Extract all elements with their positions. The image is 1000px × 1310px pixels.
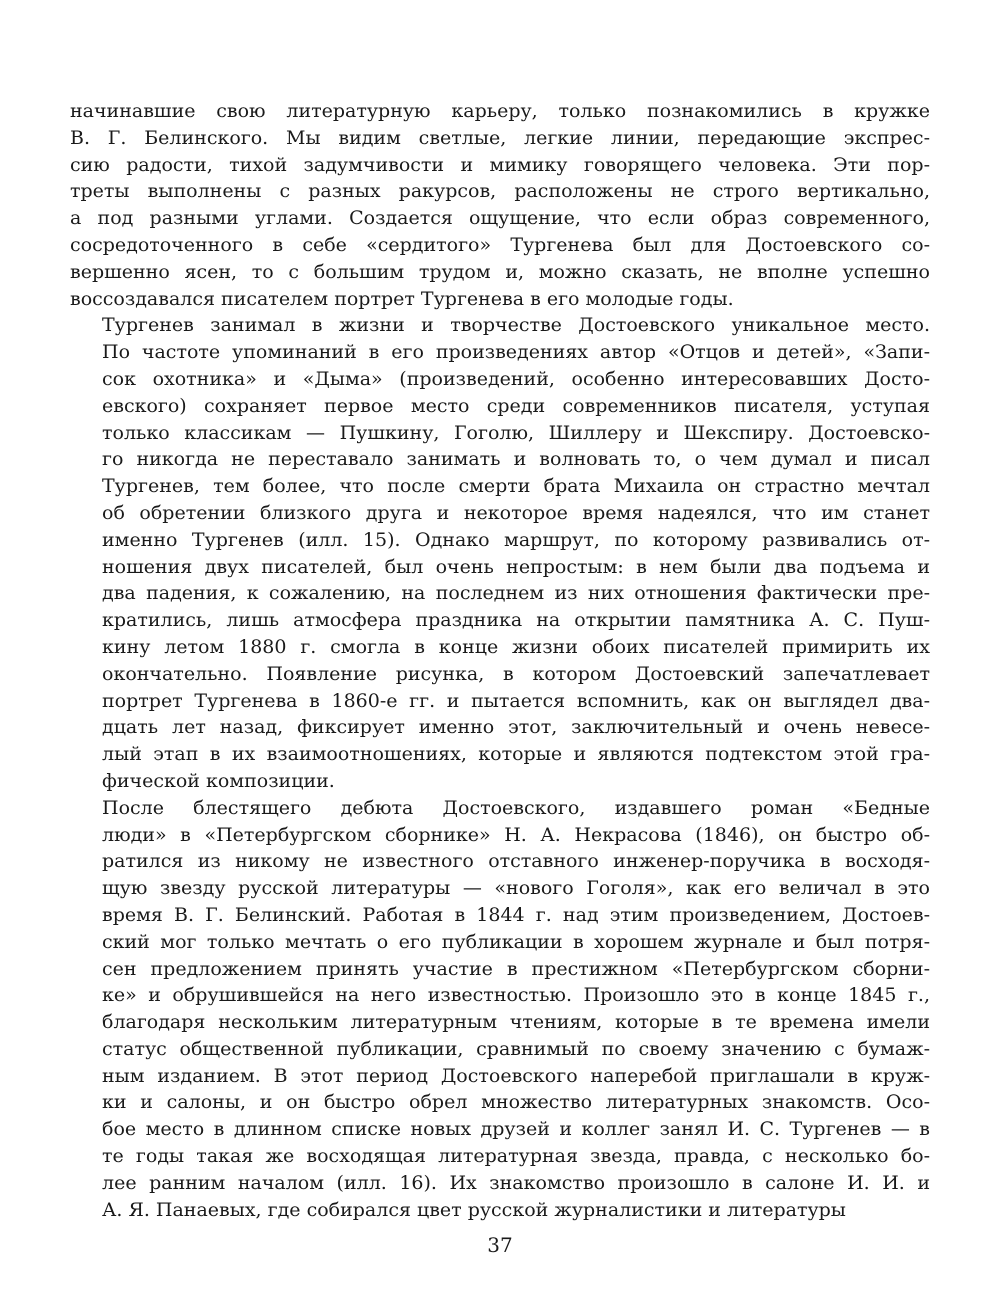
text-line: сок охотника» и «Дыма» (произведений, особенно интересовавших Досто-: [102, 367, 930, 390]
paragraph: [70, 98, 930, 312]
text-line: те годы такая же восходящая литературная звезда, правда, с несколько бо-: [102, 1145, 930, 1168]
text-line: окончательно. Появление рисунка, в котором Достоевский запечатлевает: [102, 662, 930, 685]
text-line: кину летом 1880 г. смогла в конце жизни обоих писателей примирить их: [102, 635, 930, 658]
text-line: ношения двух писателей, был очень непростым: в нем были два подъема и: [102, 555, 930, 578]
text-line: только классикам — Пушкину, Гоголю, Шиллеру и Шекспиру. Достоевско-: [102, 421, 930, 444]
text-line: После блестящего дебюта Достоевского, издавшего роман «Бедные: [102, 796, 930, 819]
text-line: ке» и обрушившейся на него известностью. Произошло это в конце 1845 г.,: [102, 984, 930, 1007]
text-line: вершенно ясен, то с большим трудом и, можно сказать, не вполне успешно: [70, 260, 930, 283]
text-line: Тургенев, тем более, что после смерти брата Михаила он страстно мечтал: [102, 475, 930, 498]
text-line: ский мог только мечтать о его публикации в хорошем журнале и был потря-: [102, 930, 930, 953]
text-line: В. Г. Белинского. Мы видим светлые, легкие линии, передающие экспрес-: [70, 126, 930, 149]
text-line: го никогда не переставало занимать и волновать то, о чем думал и писал: [102, 448, 930, 471]
text-line: щую звезду русской литературы — «нового Гоголя», как его величал в это: [102, 877, 930, 900]
text-line: По частоте упоминаний в его произведениях автор «Отцов и детей», «Запи-: [102, 341, 930, 364]
paragraph: [70, 795, 930, 1224]
text-line: лее ранним началом (илл. 16). Их знакомство произошло в салоне И. И. и: [102, 1171, 930, 1194]
text-line: фической композиции.: [102, 769, 335, 792]
text-line: треты выполнены с разных ракурсов, расположены не строго вертикально,: [70, 180, 930, 203]
text-line: воссоздавался писателем портрет Тургенева в его молодые годы.: [70, 287, 734, 310]
text-line: а под разными углами. Создается ощущение, что если образ современного,: [70, 207, 930, 230]
text-line: ным изданием. В этот период Достоевского наперебой приглашали в круж-: [102, 1064, 930, 1087]
text-line: сен предложением принять участие в престижном «Петербургском сборни-: [102, 957, 930, 980]
text-line: бое место в длинном списке новых друзей и коллег занял И. С. Тургенев — в: [102, 1118, 930, 1141]
text-line: евского) сохраняет первое место среди современников писателя, уступая: [102, 394, 930, 417]
text-line: начинавшие свою литературную карьеру, только познакомились в кружке: [70, 100, 930, 122]
text-line: время В. Г. Белинский. Работая в 1844 г. над этим произведением, Достоев-: [102, 903, 930, 926]
page-number: 37: [487, 1233, 513, 1257]
text-line: именно Тургенев (илл. 15). Однако маршрут, по которому развивались от-: [102, 528, 930, 551]
text-line: А. Я. Панаевых, где собирался цвет русской журналистики и литературы: [102, 1198, 846, 1221]
text-line: благодаря нескольким литературным чтениям, которые в те времена имели: [102, 1011, 930, 1034]
text-line: сосредоточенного в себе «сердитого» Тургенева был для Достоевского со-: [70, 233, 930, 256]
paragraph: [70, 312, 930, 794]
body-text: [70, 98, 930, 1223]
text-line: ки и салоны, и он быстро обрел множество литературных знакомств. Осо-: [102, 1091, 930, 1114]
text-line: об обретении близкого друга и некоторое время надеялся, что им станет: [102, 501, 930, 524]
text-line: лый этап в их взаимоотношениях, которые и являются подтекстом этой гра-: [102, 743, 930, 766]
text-line: сию радости, тихой задумчивости и мимику говорящего человека. Эти пор-: [70, 153, 930, 176]
text-line: люди» в «Петербургском сборнике» Н. А. Некрасова (1846), он быстро об-: [102, 823, 930, 846]
text-line: статус общественной публикации, сравнимый по своему значению с бумаж-: [102, 1037, 930, 1060]
text-line: кратились, лишь атмосфера праздника на открытии памятника А. С. Пуш-: [102, 609, 930, 632]
text-line: Тургенев занимал в жизни и творчестве Достоевского уникальное место.: [102, 314, 930, 337]
text-line: дцать лет назад, фиксирует именно этот, заключительный и очень невесе-: [102, 716, 930, 739]
text-line: портрет Тургенева в 1860-е гг. и пытается вспомнить, как он выглядел два-: [102, 689, 930, 712]
text-line: два падения, к сожалению, на последнем из них отношения фактически пре-: [102, 582, 930, 605]
text-line: ратился из никому не известного отставного инженер-поручика в восходя-: [102, 850, 930, 873]
